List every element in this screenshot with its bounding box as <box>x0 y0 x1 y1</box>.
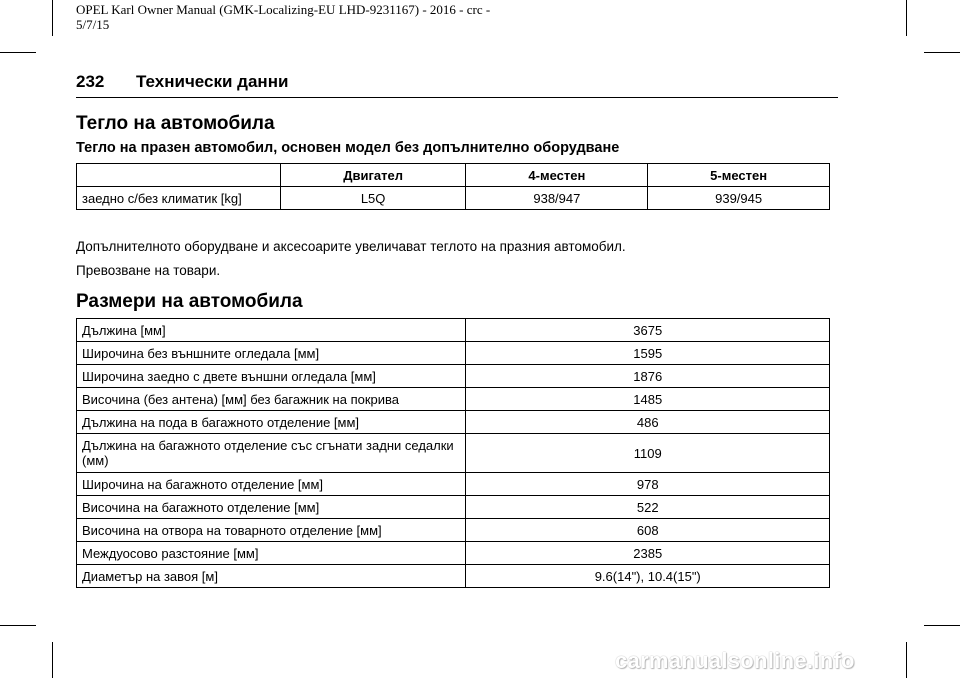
table-row <box>77 388 830 411</box>
dimension-label: Широчина заедно с двете външни огледала [мм] <box>77 365 466 388</box>
dimension-value: 522 <box>466 496 830 519</box>
crop-mark <box>52 642 53 678</box>
crop-mark <box>924 625 960 626</box>
table-row <box>77 319 830 342</box>
dimension-label: Височина на багажното отделение [мм] <box>77 496 466 519</box>
table-cell: 939/945 <box>648 187 830 210</box>
table-row <box>77 187 830 210</box>
dimension-value: 1109 <box>466 434 830 473</box>
crop-mark <box>52 0 53 36</box>
header-cell: Двигател <box>280 164 466 187</box>
watermark: carmanualsonline.info <box>615 648 855 673</box>
dimension-value: 3675 <box>466 319 830 342</box>
page-header <box>76 71 838 93</box>
running-header-line1: OPEL Karl Owner Manual (GMK-Localizing-EU LHD-9231167) - 2016 - crc - <box>76 2 491 17</box>
header-rule <box>76 97 838 98</box>
dimension-label: Широчина без външните огледала [мм] <box>77 342 466 365</box>
dimension-label: Дължина [мм] <box>77 319 466 342</box>
dimension-value: 978 <box>466 473 830 496</box>
table-row <box>77 411 830 434</box>
running-header <box>76 2 516 32</box>
section-title-weight: Тегло на автомобила <box>76 113 275 134</box>
note-paragraph: Превозване на товари. <box>76 263 221 278</box>
dimension-label: Височина (без антена) [мм] без багажник на покрива <box>77 388 466 411</box>
crop-mark <box>906 642 907 678</box>
crop-mark <box>924 52 960 53</box>
dimension-label: Височина на отвора на товарното отделение [мм] <box>77 519 466 542</box>
section-title-dimensions: Размери на автомобила <box>76 291 303 312</box>
dimension-label: Дължина на пода в багажното отделение [мм] <box>77 411 466 434</box>
table-cell: L5Q <box>280 187 466 210</box>
crop-mark <box>906 0 907 36</box>
table-row <box>77 565 830 588</box>
section-subtitle-weight: Тегло на празен автомобил, основен модел без допълнително оборудване <box>76 140 620 156</box>
note-paragraph: Допълнителното оборудване и аксесоарите увеличават теглото на празния автомобил. <box>76 239 626 254</box>
crop-mark <box>0 625 36 626</box>
dimensions-table <box>76 318 830 588</box>
header-cell: 4-местен <box>466 164 648 187</box>
table-row <box>77 519 830 542</box>
dimension-label: Междуосово разстояние [мм] <box>77 542 466 565</box>
chapter-title: Технически данни <box>136 72 289 91</box>
dimension-label: Дължина на багажното отделение със сгънати задни седалки (мм) <box>77 434 466 473</box>
table-row <box>77 434 830 473</box>
header-cell: 5-местен <box>648 164 830 187</box>
dimension-value: 1595 <box>466 342 830 365</box>
dimension-value: 486 <box>466 411 830 434</box>
table-cell: 938/947 <box>466 187 648 210</box>
table-row <box>77 365 830 388</box>
table-row <box>77 342 830 365</box>
table-header-row <box>77 164 830 187</box>
weight-table <box>76 163 830 210</box>
dimension-value: 1485 <box>466 388 830 411</box>
page-number: 232 <box>76 72 105 91</box>
dimension-label: Диаметър на завоя [м] <box>77 565 466 588</box>
table-cell: заедно с/без климатик [kg] <box>77 187 281 210</box>
dimension-value: 608 <box>466 519 830 542</box>
table-row <box>77 496 830 519</box>
dimension-value: 1876 <box>466 365 830 388</box>
header-cell <box>77 164 281 187</box>
table-row <box>77 473 830 496</box>
dimension-value: 9.6(14"), 10.4(15") <box>466 565 830 588</box>
crop-mark <box>0 52 36 53</box>
table-row <box>77 542 830 565</box>
dimension-label: Широчина на багажното отделение [мм] <box>77 473 466 496</box>
running-header-line2: 5/7/15 <box>76 17 110 32</box>
dimension-value: 2385 <box>466 542 830 565</box>
